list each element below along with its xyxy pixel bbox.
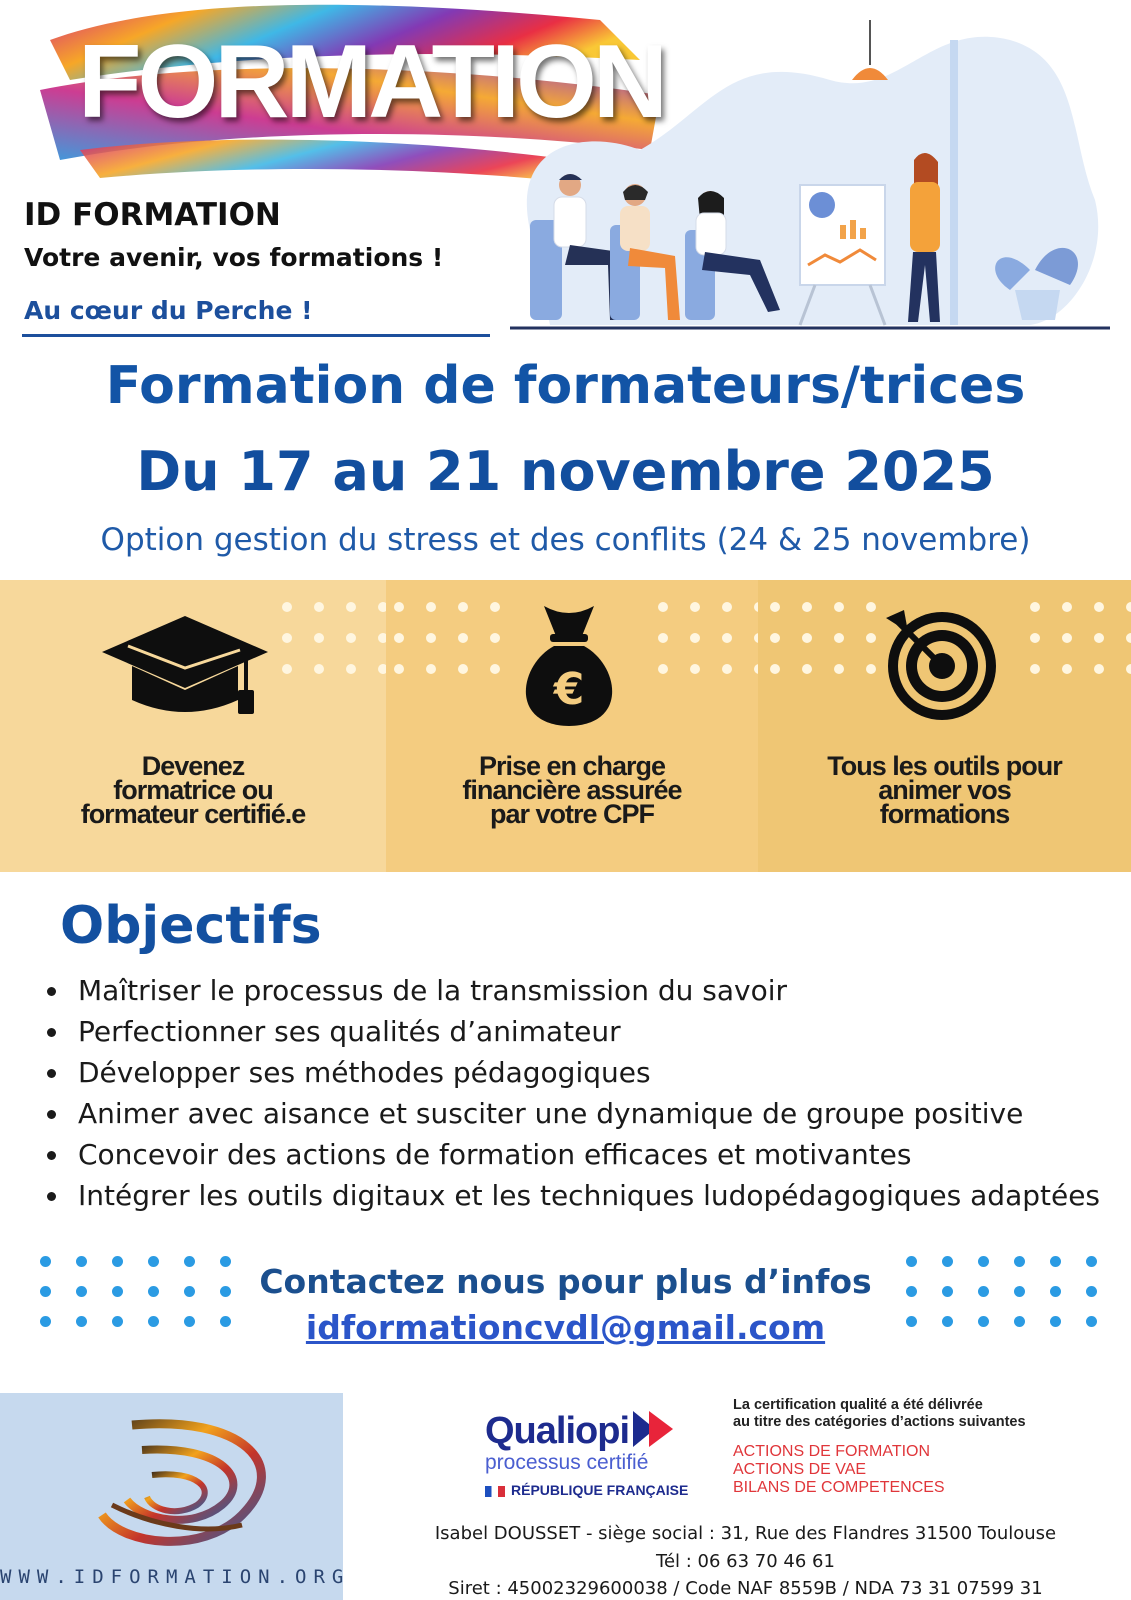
decorative-dots [770, 602, 876, 674]
id-formation-logo [0, 1393, 351, 1600]
course-option: Option gestion du stress et des conflits (24 & 25 novembre) [100, 522, 1031, 558]
certification-categories [733, 1443, 1026, 1497]
feature-label-certification: Devenez formatrice ou formateur certifié.e [80, 751, 306, 829]
qualiopi-logo [485, 1410, 677, 1475]
republique-francaise: RÉPUBLIQUE FRANÇAISE [485, 1482, 688, 1498]
training-session-illustration [510, 20, 1110, 340]
website-url[interactable]: WWW.IDFORMATION.ORG [0, 1566, 351, 1588]
french-flag-icon [485, 1486, 505, 1497]
feature-label-financing: Prise en charge financière assurée par votre CPF [462, 751, 682, 829]
objective-item: Maîtriser le processus de la transmission du savoir [45, 970, 1100, 1011]
contact-email-link[interactable]: idformationcvdl@gmail.com [305, 1308, 826, 1347]
feature-panel-financing [386, 580, 758, 872]
objective-item: Concevoir des actions de formation efficaces et motivantes [45, 1134, 1100, 1175]
objective-item: Intégrer les outils digitaux et les techniques ludopédagogiques adaptées [45, 1175, 1100, 1216]
certification-heading: La certification qualité a été délivrée au titre des catégories d’actions suivantes [733, 1397, 1026, 1430]
certification-info [733, 1397, 1026, 1497]
feature-panel-certification [0, 580, 386, 872]
location-tagline: Au cœur du Perche ! [24, 296, 313, 325]
objective-item: Développer ses méthodes pédagogiques [45, 1052, 1100, 1093]
course-title: Formation de formateurs/trices [105, 356, 1026, 416]
euro-money-bag-icon [514, 600, 624, 730]
svg-text:€: € [553, 664, 585, 715]
certification-category: BILANS DE COMPETENCES [733, 1479, 945, 1496]
qualiopi-subtitle: processus certifié [485, 1451, 649, 1474]
footer-siret: Siret : 45002329600038 / Code NAF 8559B / NDA 73 31 07599 31 [448, 1578, 1043, 1599]
objectives-title: Objectifs [60, 896, 322, 956]
objectives-list [45, 970, 1100, 1216]
formation-logo-word: FORMATION [78, 24, 664, 140]
contact-title: Contactez nous pour plus d’infos [259, 1262, 872, 1301]
footer-address: Isabel DOUSSET - siège social : 31, Rue des Flandres 31500 Toulouse [434, 1523, 1057, 1544]
org-name: ID FORMATION [24, 197, 281, 233]
qualiopi-arrow-icon [633, 1411, 677, 1447]
features-band [0, 580, 1131, 872]
footer-phone: Tél : 06 63 70 46 61 [656, 1551, 835, 1572]
course-dates: Du 17 au 21 novembre 2025 [136, 440, 995, 503]
objective-item: Perfectionner ses qualités d’animateur [45, 1011, 1100, 1052]
decorative-dots [658, 602, 758, 674]
certification-category: ACTIONS DE FORMATION [733, 1443, 931, 1460]
spiral-logo-icon [92, 1405, 302, 1555]
target-icon [882, 606, 998, 722]
tagline: Votre avenir, vos formations ! [24, 243, 444, 272]
certification-category: ACTIONS DE VAE [733, 1461, 867, 1478]
objective-item: Animer avec aisance et susciter une dynamique de groupe positive [45, 1093, 1100, 1134]
decorative-dots [394, 602, 500, 674]
decorative-dots [1030, 602, 1131, 674]
feature-label-tools: Tous les outils pour animer vos formations [827, 751, 1062, 829]
feature-panel-tools [758, 580, 1131, 872]
divider [22, 334, 490, 337]
decorative-dots [282, 602, 386, 674]
qualiopi-word: Qualiopi [485, 1410, 677, 1453]
graduation-cap-icon [100, 612, 270, 722]
